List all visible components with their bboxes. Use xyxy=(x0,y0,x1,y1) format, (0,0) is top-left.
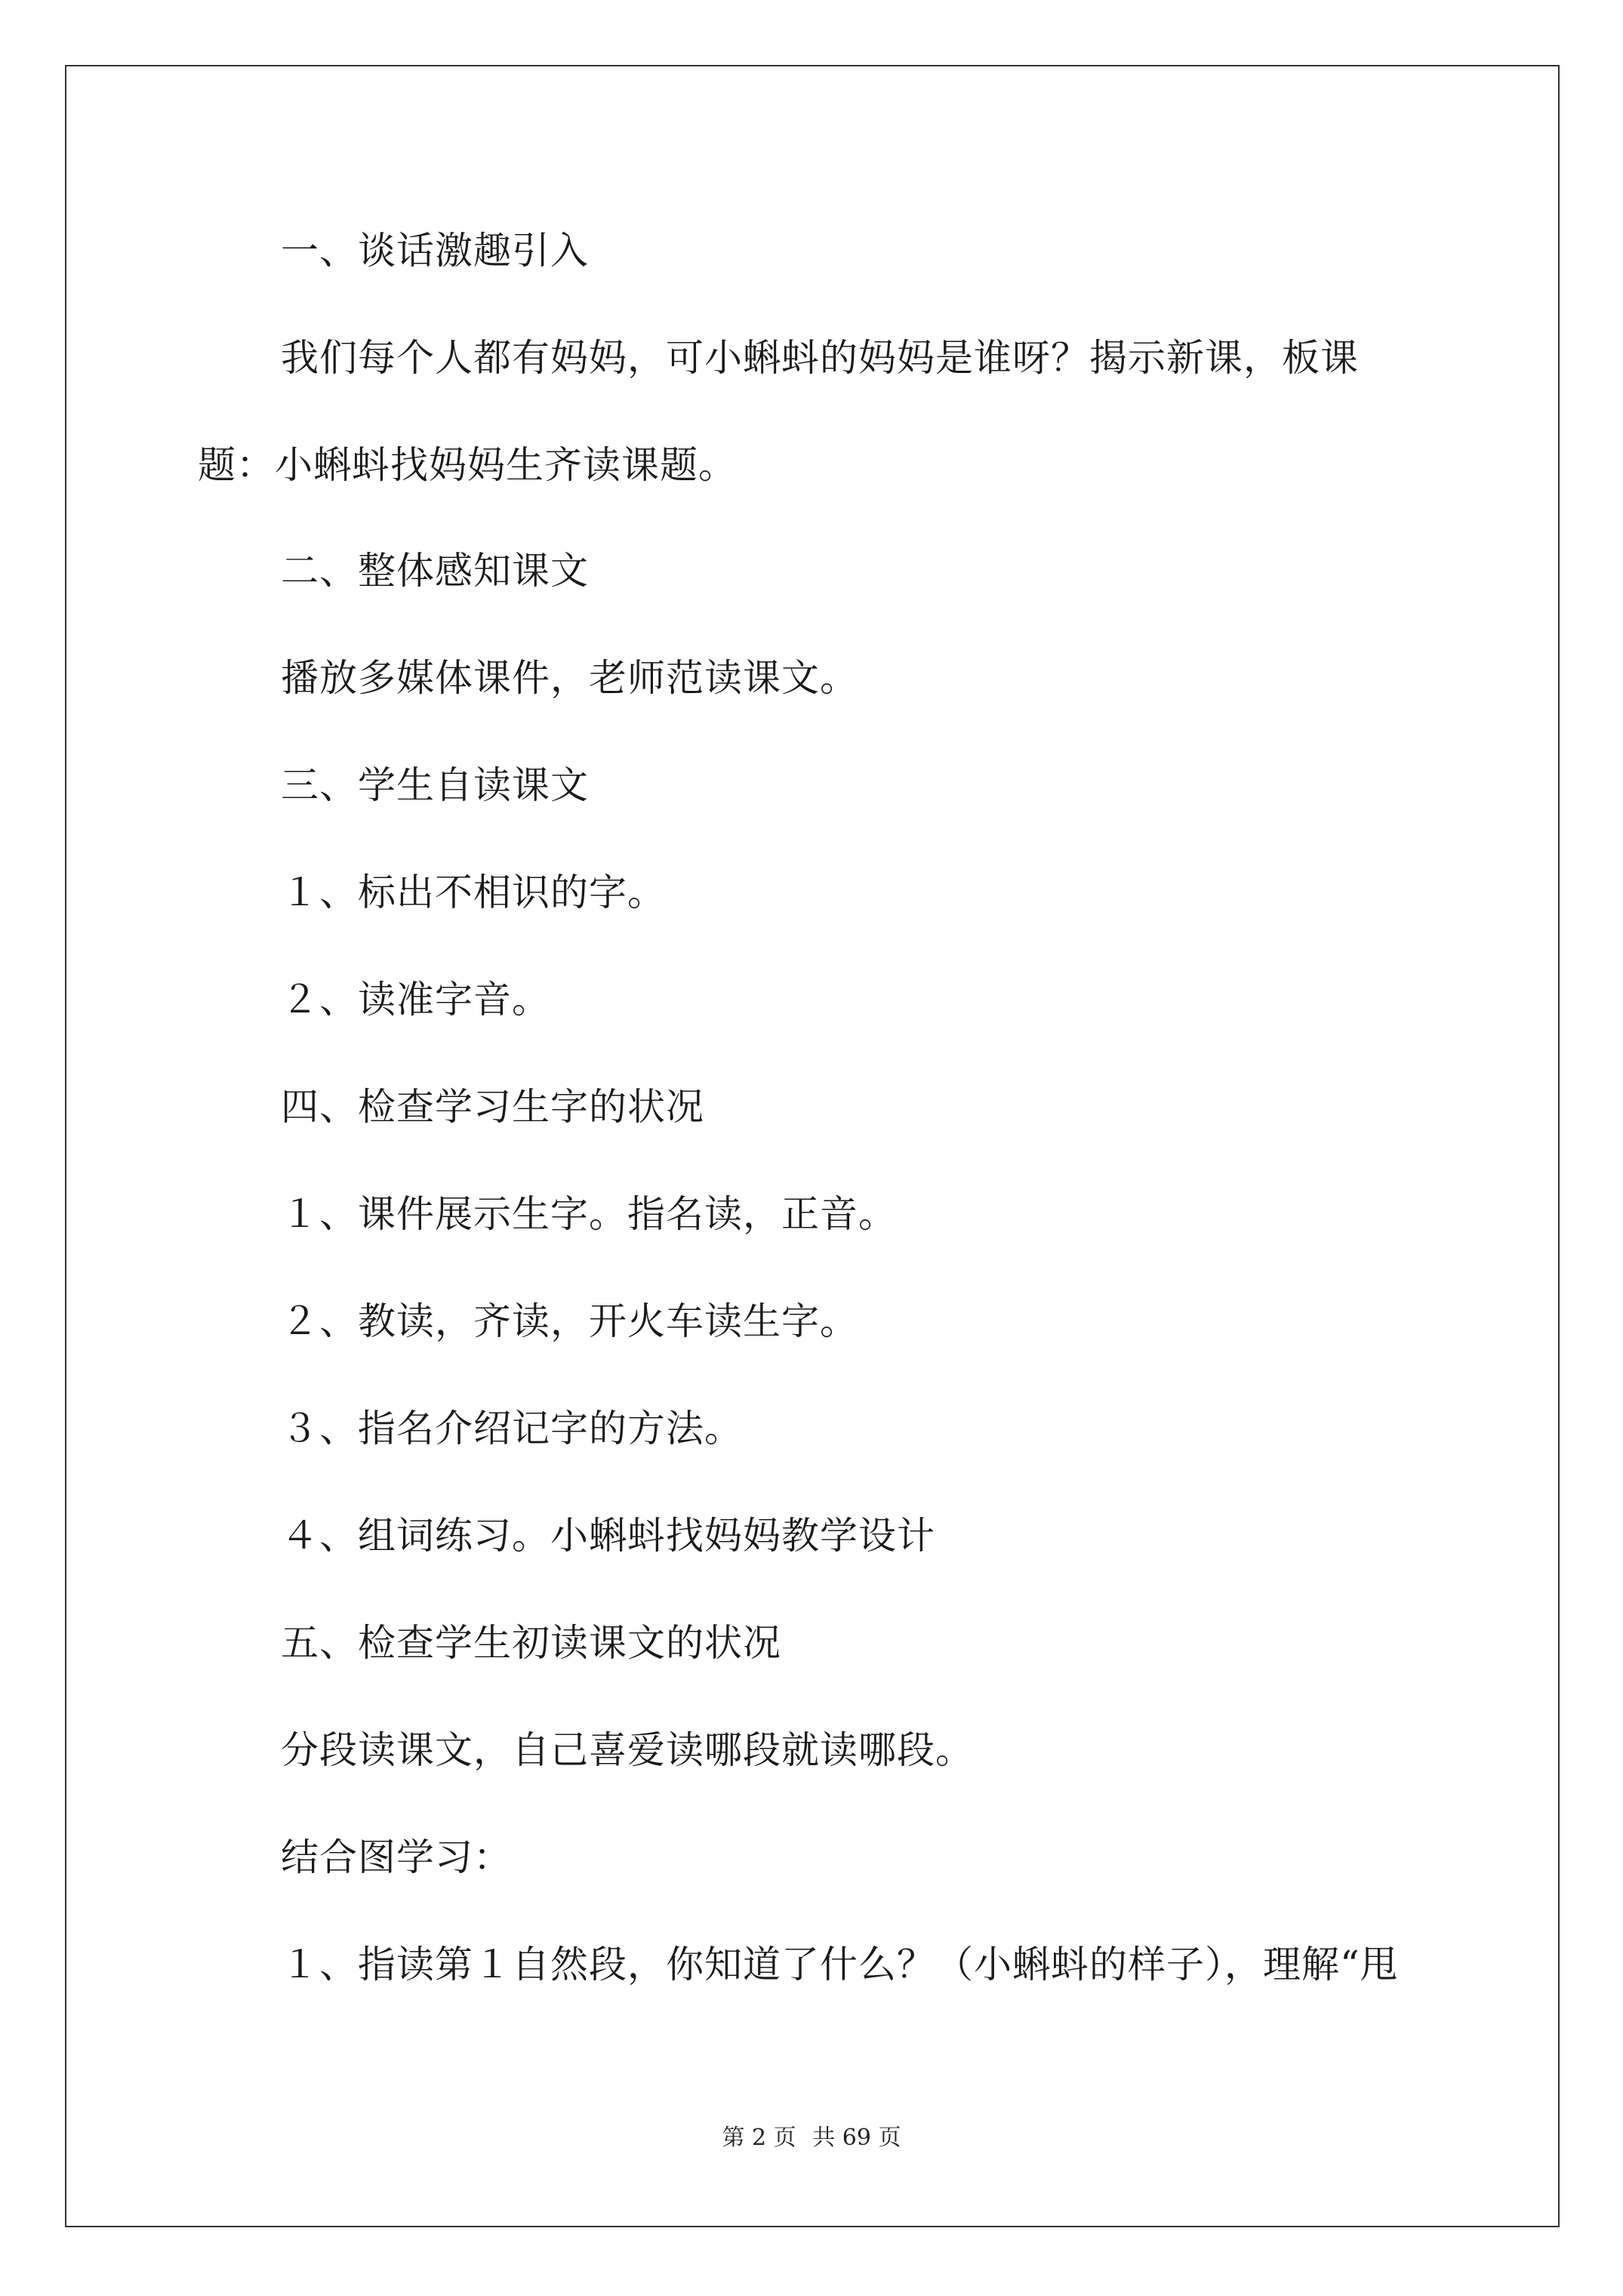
page-total: 共 69 页 xyxy=(812,2125,901,2151)
page-border xyxy=(65,65,1560,2227)
text-line-15: 分段读课文，自己喜爱读哪段就读哪段。 xyxy=(281,1728,974,1772)
text-line-11: ２、教读，齐读，开火车读生字。 xyxy=(281,1299,858,1343)
text-line-13: ４、组词练习。小蝌蚪找妈妈教学设计 xyxy=(281,1514,935,1558)
text-line-12: ３、指名介绍记字的方法。 xyxy=(281,1407,743,1450)
text-line-8: ２、读准字音。 xyxy=(281,978,550,1022)
text-line-14: 五、检查学生初读课文的状况 xyxy=(281,1621,781,1665)
text-line-4: 二、整体感知课文 xyxy=(281,549,589,593)
text-line-9: 四、检查学习生字的状况 xyxy=(281,1085,704,1129)
text-line-6: 三、学生自读课文 xyxy=(281,763,589,807)
text-line-1: 一、谈话激趣引入 xyxy=(281,229,589,273)
text-line-2: 我们每个人都有妈妈，可小蝌蚪的妈妈是谁呀？揭示新课，板课 xyxy=(281,336,1359,380)
text-line-17: １、指读第１自然段，你知道了什么？（小蝌蚪的样子），理解“甩 xyxy=(281,1943,1399,1986)
text-line-3: 题：小蝌蚪找妈妈生齐读课题。 xyxy=(198,443,737,487)
text-line-5: 播放多媒体课件，老师范读课文。 xyxy=(281,656,858,700)
page-footer xyxy=(0,2123,1623,2153)
text-line-10: １、课件展示生字。指名读，正音。 xyxy=(281,1192,897,1236)
text-line-7: １、标出不相识的字。 xyxy=(281,871,666,914)
text-line-16: 结合图学习： xyxy=(281,1835,512,1879)
page-number: 第 2 页 xyxy=(722,2125,796,2151)
